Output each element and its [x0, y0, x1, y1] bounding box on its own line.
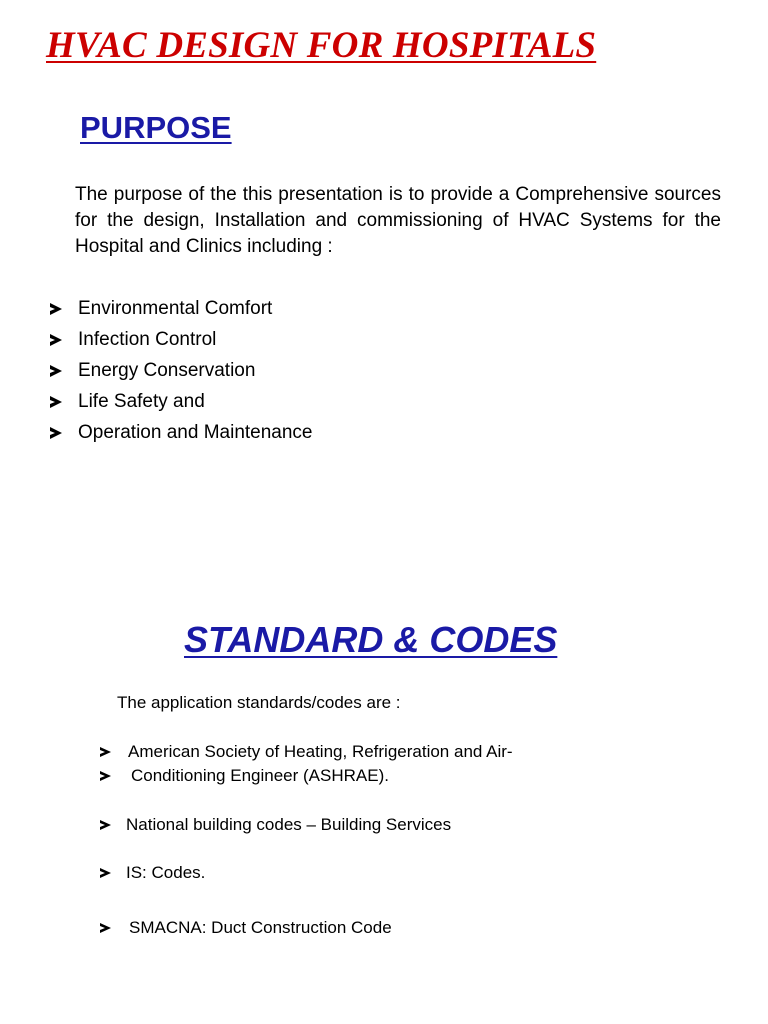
list-item	[100, 917, 392, 939]
arrowhead-bullet-icon	[50, 303, 62, 315]
list-item	[50, 297, 272, 321]
arrowhead-bullet-icon	[100, 747, 111, 757]
arrowhead-bullet-icon	[50, 427, 62, 439]
list-item-label: Operation and Maintenance	[78, 422, 313, 443]
list-item	[100, 741, 513, 763]
list-item-label: SMACNA: Duct Construction Code	[129, 918, 392, 937]
list-item-label: Energy Conservation	[78, 360, 256, 381]
standards-heading: STANDARD & CODES	[184, 619, 558, 660]
arrowhead-bullet-icon	[100, 771, 111, 781]
purpose-paragraph: The purpose of the this presentation is to provide a Comprehensive sources for the design, Installation and commissioning of HVAC Systems for the Hospital and Clinics including :	[75, 184, 721, 257]
arrowhead-bullet-icon	[100, 923, 111, 933]
list-item	[50, 328, 216, 352]
list-item	[50, 421, 313, 445]
arrowhead-bullet-icon	[50, 396, 62, 408]
list-item-label: Life Safety and	[78, 391, 205, 412]
list-item	[100, 765, 389, 787]
standards-intro: The application standards/codes are :	[117, 693, 401, 712]
arrowhead-bullet-icon	[100, 820, 111, 830]
list-item-label: Infection Control	[78, 329, 217, 350]
list-item-label: Conditioning Engineer (ASHRAE).	[131, 766, 389, 785]
document-title: HVAC DESIGN FOR HOSPITALS	[46, 25, 597, 66]
arrowhead-bullet-icon	[50, 365, 62, 377]
list-item	[50, 390, 205, 414]
list-item-label: IS: Codes.	[126, 863, 206, 882]
list-item-label: Environmental Comfort	[78, 298, 273, 319]
list-item	[50, 359, 255, 383]
list-item-label: American Society of Heating, Refrigeration and Air-	[128, 742, 513, 761]
arrowhead-bullet-icon	[100, 868, 111, 878]
purpose-heading: PURPOSE	[80, 110, 232, 145]
arrowhead-bullet-icon	[50, 334, 62, 346]
list-item-label: National building codes – Building Services	[126, 815, 452, 834]
list-item	[100, 814, 451, 836]
list-item	[100, 862, 205, 884]
